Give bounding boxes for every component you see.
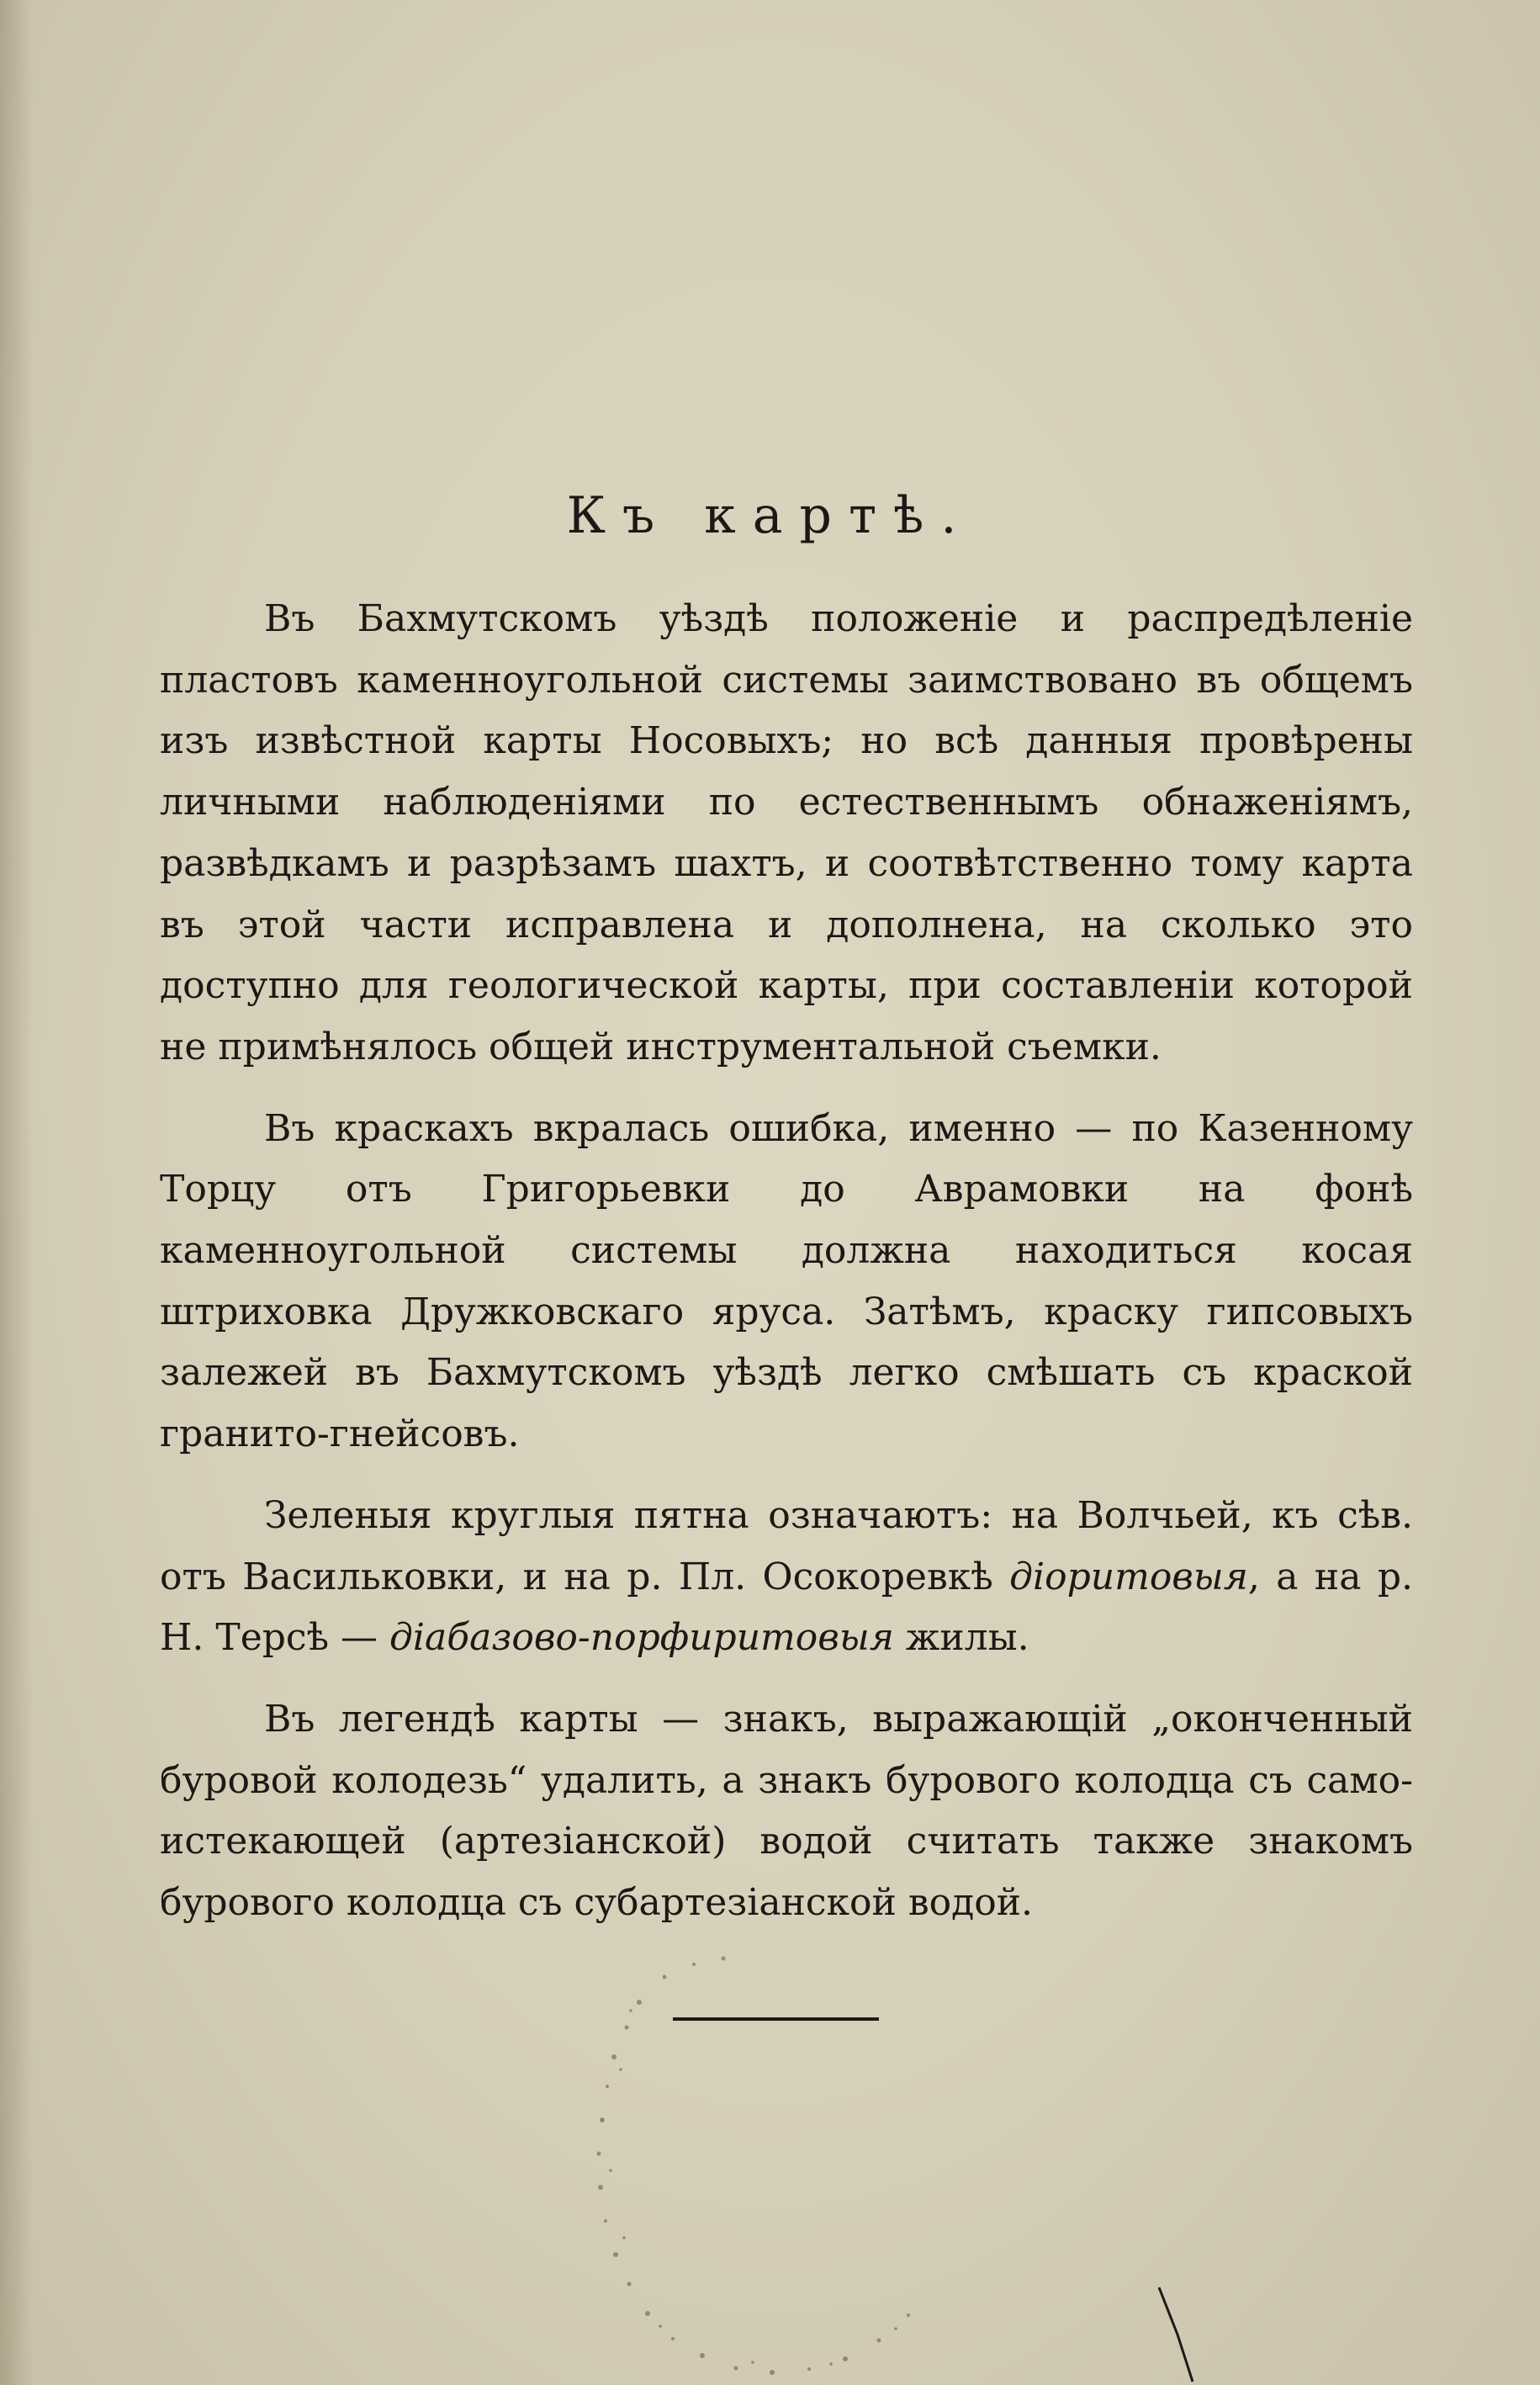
page-title: Къ картѣ. bbox=[566, 486, 974, 545]
paragraph-green-spots-part2: , а на р. Н. Терсѣ — bbox=[160, 1555, 1413, 1660]
page-edge-shadow bbox=[0, 0, 34, 2385]
paragraph-color-error: Въ краскахъ вкралась ошибка, именно — по Казенному Торцу отъ Григорьевки до Аврамовки на фонѣ каменноугольной системы должна находиться косая штриховка Дружковскаго яруса. Затѣмъ, краску гипсовыхъ залежей въ Бахмутскомъ уѣздѣ легко смѣшать съ краской гранито-гнейсовъ. bbox=[160, 1106, 1413, 1456]
faded-stamp-mark bbox=[547, 1952, 1018, 2385]
italic-diorite: діоритовыя bbox=[1009, 1555, 1248, 1598]
italic-diabase-porphyrite: діабазово-порфиритовыя bbox=[389, 1616, 894, 1660]
paragraph-green-spots bbox=[160, 1486, 1413, 1669]
paragraph-legend-note: Въ легендѣ карты — знакъ, выражающій „оконченный буровой колодезь“ удалить, а знакъ бурового колодца съ само-истекающей (артезіанской) водой считать также знакомъ бурового колодца съ субартезіанской водой. bbox=[160, 1697, 1413, 1925]
paragraph-green-spots-part3: жилы. bbox=[893, 1616, 1029, 1660]
ink-stroke-mark bbox=[1152, 2284, 1203, 2385]
paragraph-map-sources: Въ Бахмутскомъ уѣздѣ положеніе и распредѣленіе пластовъ каменноугольной системы заимствовано въ общемъ изъ извѣстной карты Носовыхъ; но всѣ данныя провѣрены личными наблюденіями по естественнымъ обнаженіямъ, развѣдкамъ и разрѣзамъ шахтъ, и соотвѣтственно тому карта въ этой части исправлена и дополнена, на сколько это доступно для геологической карты, при составленіи которой не примѣнялось общей инструментальной съемки. bbox=[160, 597, 1413, 1068]
paragraph-green-spots-part1: Зеленыя круглыя пятна означаютъ: на Волчьей, къ сѣв. отъ Васильковки, и на р. Пл. Осокоревкѣ bbox=[160, 1493, 1413, 1598]
body-text bbox=[160, 589, 1413, 1954]
